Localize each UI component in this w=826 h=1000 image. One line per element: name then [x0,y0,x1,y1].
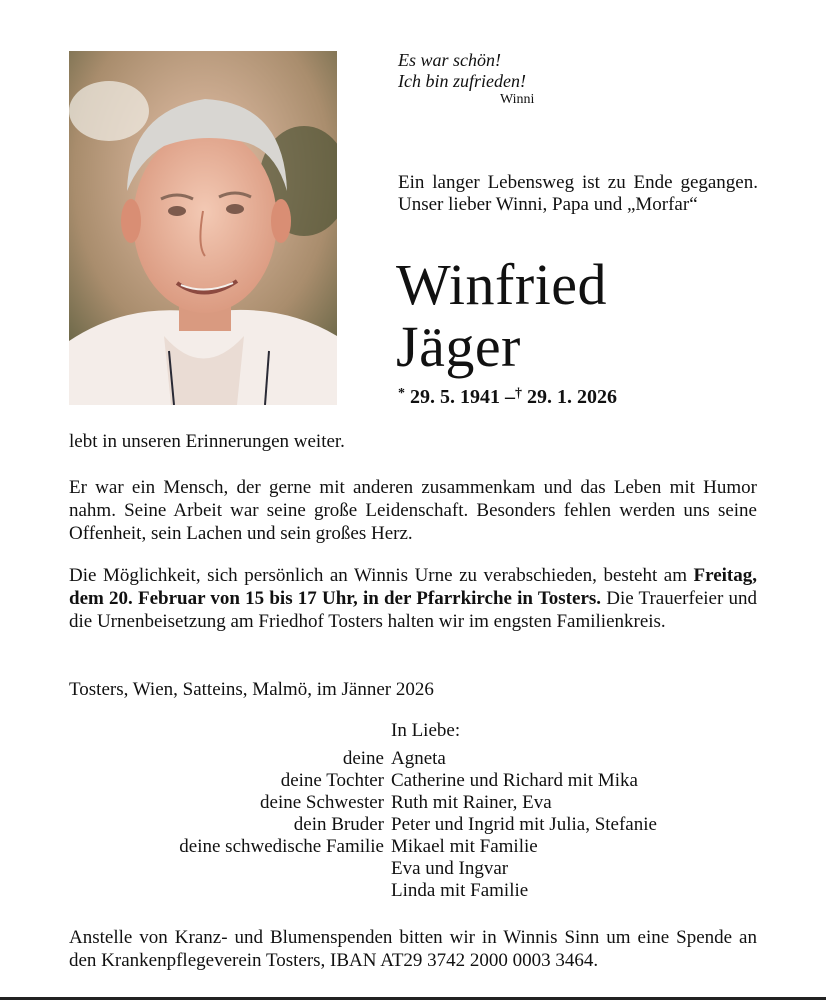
portrait-photo [69,51,337,405]
mourner-relation: dein Bruder [293,814,384,835]
mourner-relation: deine Schwester [260,792,384,813]
mourner-names: Agneta [391,748,446,769]
death-date: 29. 1. 2026 [527,386,617,408]
mourner-relation [69,880,391,902]
place-date-line [69,678,757,701]
life-dates [398,386,617,409]
donation-request: Anstelle von Kranz- und Blumenspenden bitten wir in Winnis Sinn um eine Spende an den Krankenpflegeverein Tosters, IBAN AT29 3742 2000 0003 3464. [69,927,757,971]
mourner-names: Eva und Ingvar [391,858,509,879]
mourner-names: Catherine und Richard mit Mika [391,770,638,791]
ceremony-text-start: Die Möglichkeit, sich persönlich an Winnis Urne zu verabschieden, besteht am [69,565,694,586]
ceremony-details: Freitag, dem 20. Februar von 15 bis 17 Uhr, in der Pfarrkirche in Tosters. [69,565,757,609]
mourners-heading: In Liebe: [391,720,461,741]
birth-date: 29. 5. 1941 [410,386,500,408]
mourner-names: Peter und Ingrid mit Julia, Stefanie [391,814,657,835]
ceremony-paragraph [69,564,757,633]
birth-mark: * [398,386,405,401]
mourner-names: Ruth mit Rainer, Eva [391,792,552,813]
mourner-relation: deine schwedische Familie [179,836,384,857]
memory-line [69,430,757,453]
mourner-row [69,814,769,836]
date-separator: – [505,386,515,408]
deceased-name [396,254,607,378]
mourner-row [69,858,769,880]
character-paragraph [69,476,757,545]
mourner-row [69,792,769,814]
mourner-relation: deine [342,748,384,769]
mourners-heading-row [69,720,769,742]
paragraph-character: Er war ein Mensch, der gerne mit anderen zusammenkam und das Leben mit Humor nahm. Seine Arbeit war seine große Leidenschaft. Besonders fehlen werden uns seine Offenheit, sein Lachen und sein großes Herz. [69,477,757,544]
mourner-names: Linda mit Familie [391,880,529,901]
mourner-row [69,880,769,902]
intro-text: Ein langer Lebensweg ist zu Ende gegangen. Unser lieber Winni, Papa und „Morfar“ [398,172,758,215]
mourner-relation [69,858,391,880]
mourner-names: Mikael mit Familie [391,836,538,857]
mourner-row [69,836,769,858]
place-date: Tosters, Wien, Satteins, Malmö, im Jänner 2026 [69,679,434,700]
ceremony-text-end: Die Trauerfeier und die Urnenbeisetzung am Friedhof Tosters halten wir im engsten Familienkreis. [69,588,757,632]
paragraph-ceremony [69,564,757,633]
quote-signature: Winni [500,92,535,107]
mourners-list [69,720,769,902]
mourner-row [69,770,769,792]
last-name: Jäger [396,314,521,379]
mourner-relation: deine Tochter [280,770,384,791]
mourner-row [69,748,769,770]
portrait-illustration [69,51,337,405]
quote-line-1: Es war schön! [398,50,501,70]
quote [398,50,758,92]
quote-line-2: Ich bin zufrieden! [398,71,526,91]
paragraph-memory: lebt in unseren Erinnerungen weiter. [69,431,345,452]
closing-paragraph [69,926,757,972]
death-mark: † [515,386,522,401]
first-name: Winfried [396,252,608,317]
